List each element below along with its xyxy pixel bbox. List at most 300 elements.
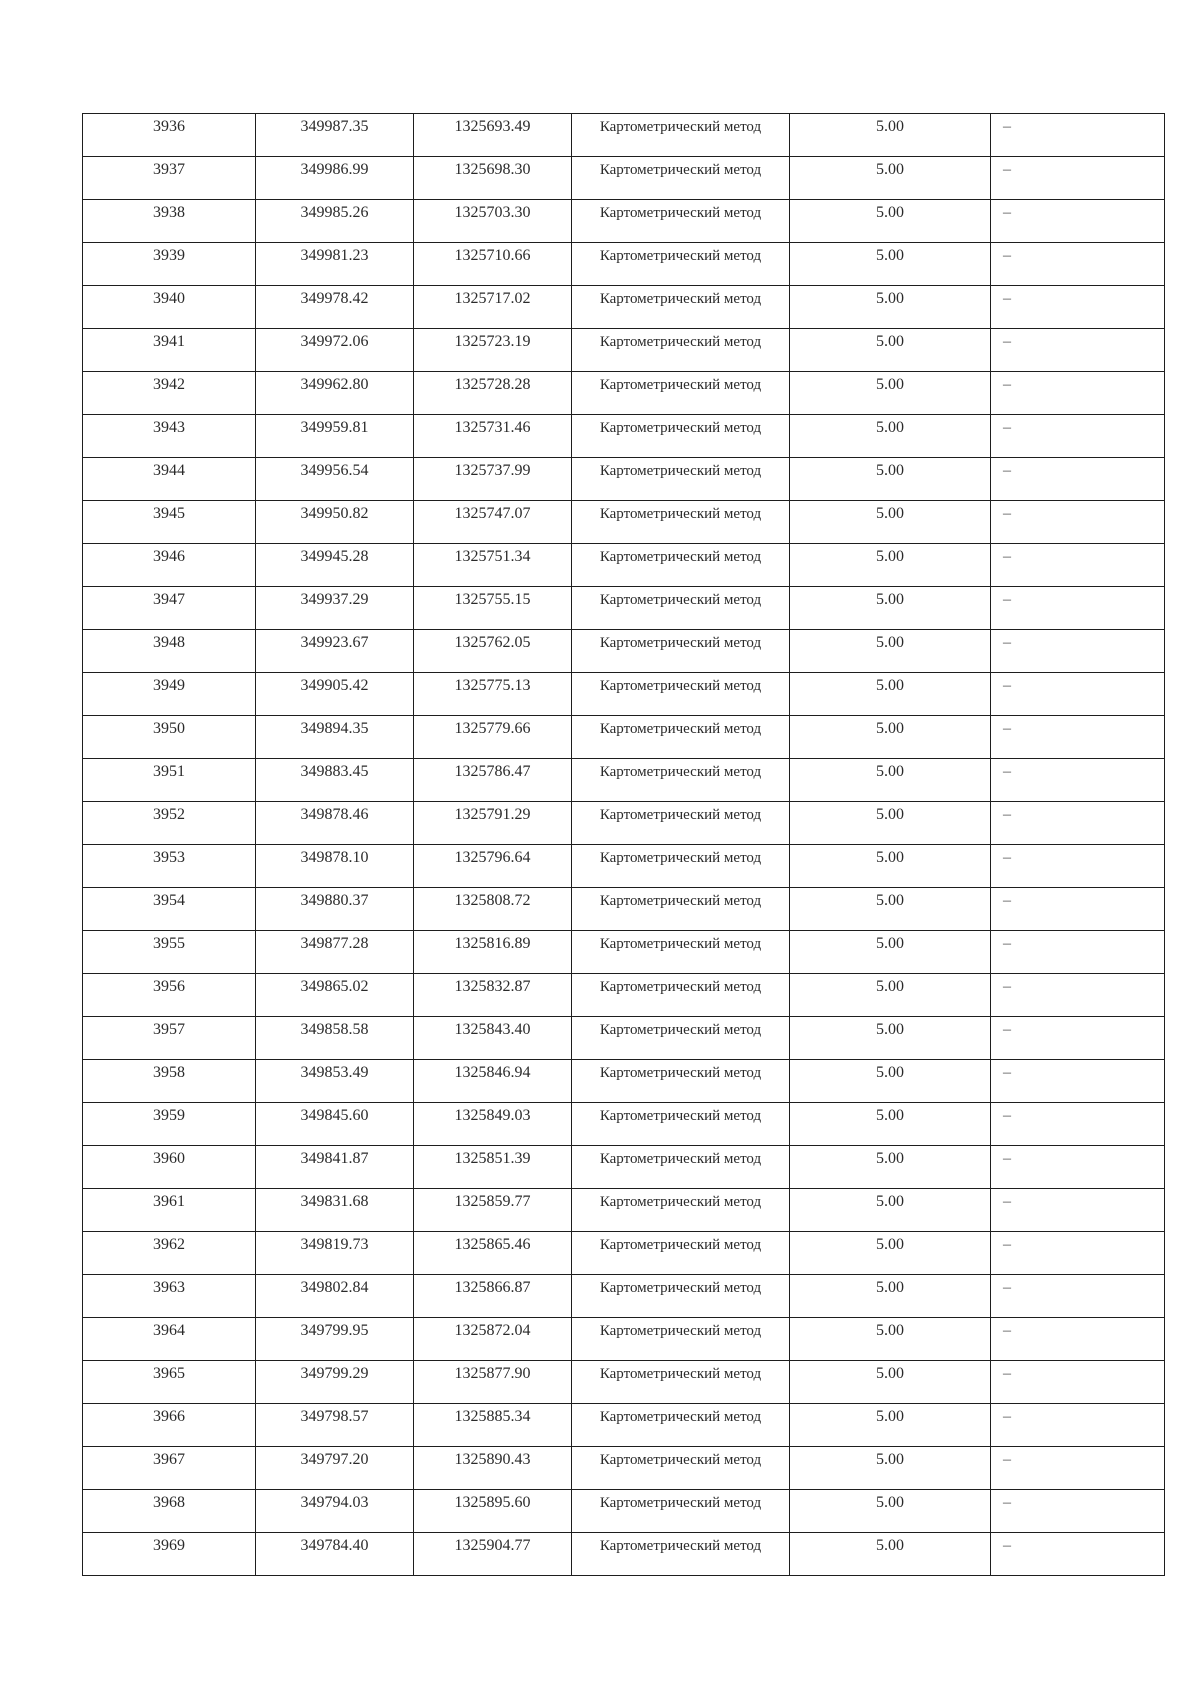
precision-cell-text: 5.00: [876, 161, 904, 178]
method-cell: [572, 1146, 790, 1189]
method-cell-text: Картометрический метод: [599, 979, 762, 995]
note-cell-text: –: [1003, 634, 1011, 651]
note-cell: [991, 501, 1165, 544]
precision-cell-text: 5.00: [876, 290, 904, 307]
method-cell-text: Картометрический метод: [599, 1538, 762, 1554]
note-cell: [991, 587, 1165, 630]
table-row: [83, 415, 1165, 458]
method-cell-text: Картометрический метод: [599, 1495, 762, 1511]
coordinate-x-cell-text: 349880.37: [300, 892, 369, 909]
coordinate-y-cell-text: 1325872.04: [454, 1322, 531, 1339]
note-cell-text: –: [1003, 806, 1011, 823]
point-number-cell: [83, 286, 256, 329]
table-row: [83, 1103, 1165, 1146]
method-cell-text: Картометрический метод: [599, 635, 762, 651]
precision-cell: [790, 1232, 991, 1275]
coordinate-x-cell: [256, 286, 414, 329]
method-cell-text: Картометрический метод: [599, 248, 762, 264]
coordinate-y-cell-text: 1325859.77: [454, 1193, 531, 1210]
coordinate-x-cell-text: 349853.49: [300, 1064, 369, 1081]
note-cell-text: –: [1003, 204, 1011, 221]
method-cell: [572, 1060, 790, 1103]
coordinate-y-cell-text: 1325723.19: [454, 333, 531, 350]
method-cell-text: Картометрический метод: [599, 1323, 762, 1339]
point-number-cell-text: 3967: [153, 1451, 185, 1468]
coordinate-x-cell: [256, 1361, 414, 1404]
point-number-cell: [83, 888, 256, 931]
coordinate-y-cell-text: 1325755.15: [454, 591, 531, 608]
method-cell-text: Картометрический метод: [599, 1452, 762, 1468]
note-cell-text: –: [1003, 505, 1011, 522]
coordinate-y-cell-text: 1325791.29: [454, 806, 531, 823]
coordinate-y-cell: [414, 329, 572, 372]
method-cell: [572, 1232, 790, 1275]
precision-cell-text: 5.00: [876, 1021, 904, 1038]
table-row: [83, 372, 1165, 415]
coordinates-table-body: [83, 114, 1165, 1576]
method-cell-text: Картометрический метод: [599, 1151, 762, 1167]
coordinate-x-cell: [256, 200, 414, 243]
coordinate-x-cell: [256, 587, 414, 630]
note-cell-text: –: [1003, 1322, 1011, 1339]
point-number-cell: [83, 845, 256, 888]
precision-cell: [790, 286, 991, 329]
method-cell-text: Картометрический метод: [599, 850, 762, 866]
method-cell-text: Картометрический метод: [599, 549, 762, 565]
coordinate-y-cell: [414, 157, 572, 200]
coordinate-x-cell-text: 349937.29: [300, 591, 369, 608]
coordinate-y-cell-text: 1325865.46: [454, 1236, 531, 1253]
coordinate-x-cell: [256, 1232, 414, 1275]
note-cell: [991, 1017, 1165, 1060]
note-cell-text: –: [1003, 161, 1011, 178]
point-number-cell-text: 3966: [153, 1408, 185, 1425]
coordinate-x-cell-text: 349799.29: [300, 1365, 369, 1382]
point-number-cell: [83, 1404, 256, 1447]
note-cell: [991, 845, 1165, 888]
method-cell: [572, 802, 790, 845]
coordinate-x-cell: [256, 157, 414, 200]
note-cell-text: –: [1003, 118, 1011, 135]
coordinate-y-cell-text: 1325751.34: [454, 548, 531, 565]
coordinate-y-cell-text: 1325786.47: [454, 763, 531, 780]
point-number-cell-text: 3949: [153, 677, 185, 694]
precision-cell: [790, 1318, 991, 1361]
note-cell-text: –: [1003, 1408, 1011, 1425]
coordinate-y-cell: [414, 974, 572, 1017]
coordinate-x-cell-text: 349794.03: [300, 1494, 369, 1511]
coordinate-y-cell-text: 1325866.87: [454, 1279, 531, 1296]
table-row: [83, 716, 1165, 759]
table-row: [83, 759, 1165, 802]
precision-cell-text: 5.00: [876, 1494, 904, 1511]
precision-cell-text: 5.00: [876, 1193, 904, 1210]
note-cell-text: –: [1003, 978, 1011, 995]
precision-cell-text: 5.00: [876, 505, 904, 522]
method-cell-text: Картометрический метод: [599, 1108, 762, 1124]
coordinate-y-cell: [414, 587, 572, 630]
coordinate-y-cell-text: 1325717.02: [454, 290, 531, 307]
table-row: [83, 1232, 1165, 1275]
coordinate-x-cell-text: 349950.82: [300, 505, 369, 522]
point-number-cell-text: 3936: [153, 118, 185, 135]
point-number-cell-text: 3945: [153, 505, 185, 522]
point-number-cell: [83, 1189, 256, 1232]
note-cell-text: –: [1003, 548, 1011, 565]
note-cell-text: –: [1003, 462, 1011, 479]
note-cell: [991, 630, 1165, 673]
method-cell-text: Картометрический метод: [599, 334, 762, 350]
note-cell: [991, 114, 1165, 157]
point-number-cell: [83, 802, 256, 845]
coordinate-x-cell-text: 349959.81: [300, 419, 369, 436]
coordinate-x-cell-text: 349878.10: [300, 849, 369, 866]
note-cell-text: –: [1003, 720, 1011, 737]
note-cell-text: –: [1003, 1537, 1011, 1554]
coordinate-x-cell-text: 349981.23: [300, 247, 369, 264]
precision-cell: [790, 1017, 991, 1060]
coordinate-y-cell-text: 1325851.39: [454, 1150, 531, 1167]
point-number-cell-text: 3937: [153, 161, 185, 178]
coordinate-x-cell-text: 349858.58: [300, 1021, 369, 1038]
precision-cell-text: 5.00: [876, 118, 904, 135]
coordinate-x-cell: [256, 1060, 414, 1103]
precision-cell: [790, 544, 991, 587]
point-number-cell-text: 3963: [153, 1279, 185, 1296]
method-cell: [572, 286, 790, 329]
table-row: [83, 1146, 1165, 1189]
point-number-cell: [83, 630, 256, 673]
point-number-cell-text: 3951: [153, 763, 185, 780]
precision-cell-text: 5.00: [876, 978, 904, 995]
note-cell: [991, 1447, 1165, 1490]
coordinate-x-cell: [256, 1404, 414, 1447]
note-cell-text: –: [1003, 290, 1011, 307]
note-cell: [991, 415, 1165, 458]
coordinate-y-cell: [414, 759, 572, 802]
point-number-cell: [83, 1490, 256, 1533]
note-cell-text: –: [1003, 1365, 1011, 1382]
coordinate-x-cell: [256, 415, 414, 458]
point-number-cell: [83, 1017, 256, 1060]
coordinate-y-cell-text: 1325808.72: [454, 892, 531, 909]
note-cell-text: –: [1003, 333, 1011, 350]
coordinate-x-cell-text: 349819.73: [300, 1236, 369, 1253]
method-cell: [572, 630, 790, 673]
precision-cell: [790, 1404, 991, 1447]
method-cell: [572, 415, 790, 458]
note-cell-text: –: [1003, 1236, 1011, 1253]
method-cell: [572, 1490, 790, 1533]
note-cell: [991, 329, 1165, 372]
point-number-cell-text: 3946: [153, 548, 185, 565]
method-cell: [572, 716, 790, 759]
method-cell-text: Картометрический метод: [599, 463, 762, 479]
coordinate-x-cell: [256, 1490, 414, 1533]
coordinate-y-cell: [414, 1318, 572, 1361]
method-cell: [572, 243, 790, 286]
table-row: [83, 544, 1165, 587]
table-row: [83, 286, 1165, 329]
note-cell-text: –: [1003, 247, 1011, 264]
coordinate-x-cell: [256, 716, 414, 759]
precision-cell: [790, 1490, 991, 1533]
coordinate-x-cell: [256, 673, 414, 716]
coordinate-x-cell-text: 349978.42: [300, 290, 369, 307]
coordinate-y-cell-text: 1325904.77: [454, 1537, 531, 1554]
table-row: [83, 1318, 1165, 1361]
coordinate-y-cell-text: 1325698.30: [454, 161, 531, 178]
method-cell-text: Картометрический метод: [599, 721, 762, 737]
coordinate-y-cell: [414, 673, 572, 716]
point-number-cell-text: 3938: [153, 204, 185, 221]
method-cell-text: Картометрический метод: [599, 205, 762, 221]
table-row: [83, 1490, 1165, 1533]
method-cell-text: Картометрический метод: [599, 1194, 762, 1210]
coordinate-y-cell: [414, 630, 572, 673]
precision-cell: [790, 630, 991, 673]
precision-cell: [790, 329, 991, 372]
method-cell: [572, 587, 790, 630]
method-cell-text: Картометрический метод: [599, 1366, 762, 1382]
point-number-cell: [83, 372, 256, 415]
coordinate-x-cell: [256, 1533, 414, 1576]
precision-cell-text: 5.00: [876, 1107, 904, 1124]
note-cell-text: –: [1003, 935, 1011, 952]
table-row: [83, 1447, 1165, 1490]
method-cell-text: Картометрический метод: [599, 807, 762, 823]
precision-cell: [790, 372, 991, 415]
method-cell: [572, 1017, 790, 1060]
note-cell: [991, 1361, 1165, 1404]
precision-cell: [790, 1146, 991, 1189]
table-row: [83, 1017, 1165, 1060]
method-cell: [572, 759, 790, 802]
method-cell: [572, 458, 790, 501]
table-row: [83, 1060, 1165, 1103]
point-number-cell-text: 3954: [153, 892, 185, 909]
coordinate-y-cell: [414, 415, 572, 458]
note-cell-text: –: [1003, 419, 1011, 436]
precision-cell: [790, 931, 991, 974]
coordinate-x-cell: [256, 1447, 414, 1490]
point-number-cell-text: 3948: [153, 634, 185, 651]
coordinate-y-cell-text: 1325832.87: [454, 978, 531, 995]
coordinate-y-cell-text: 1325779.66: [454, 720, 531, 737]
precision-cell: [790, 673, 991, 716]
point-number-cell-text: 3943: [153, 419, 185, 436]
point-number-cell: [83, 716, 256, 759]
precision-cell-text: 5.00: [876, 763, 904, 780]
coordinate-y-cell-text: 1325693.49: [454, 118, 531, 135]
precision-cell: [790, 1103, 991, 1146]
coordinate-y-cell-text: 1325846.94: [454, 1064, 531, 1081]
precision-cell: [790, 458, 991, 501]
coordinate-y-cell: [414, 458, 572, 501]
note-cell-text: –: [1003, 1150, 1011, 1167]
note-cell: [991, 372, 1165, 415]
coordinate-x-cell: [256, 243, 414, 286]
point-number-cell: [83, 329, 256, 372]
note-cell-text: –: [1003, 892, 1011, 909]
coordinate-x-cell-text: 349797.20: [300, 1451, 369, 1468]
precision-cell: [790, 200, 991, 243]
table-row: [83, 114, 1165, 157]
point-number-cell-text: 3942: [153, 376, 185, 393]
method-cell-text: Картометрический метод: [599, 162, 762, 178]
note-cell-text: –: [1003, 1494, 1011, 1511]
point-number-cell: [83, 1533, 256, 1576]
precision-cell: [790, 845, 991, 888]
precision-cell-text: 5.00: [876, 677, 904, 694]
table-row: [83, 587, 1165, 630]
note-cell: [991, 974, 1165, 1017]
precision-cell: [790, 974, 991, 1017]
point-number-cell-text: 3968: [153, 1494, 185, 1511]
method-cell: [572, 1404, 790, 1447]
method-cell-text: Картометрический метод: [599, 1065, 762, 1081]
precision-cell-text: 5.00: [876, 462, 904, 479]
precision-cell-text: 5.00: [876, 1279, 904, 1296]
point-number-cell: [83, 1146, 256, 1189]
point-number-cell-text: 3959: [153, 1107, 185, 1124]
coordinate-x-cell: [256, 1189, 414, 1232]
point-number-cell: [83, 1447, 256, 1490]
note-cell: [991, 1232, 1165, 1275]
point-number-cell-text: 3964: [153, 1322, 185, 1339]
coordinate-x-cell-text: 349802.84: [300, 1279, 369, 1296]
coordinates-table: [82, 113, 1165, 1576]
note-cell: [991, 802, 1165, 845]
coordinate-x-cell-text: 349905.42: [300, 677, 369, 694]
coordinate-x-cell: [256, 1017, 414, 1060]
coordinate-x-cell: [256, 544, 414, 587]
method-cell-text: Картометрический метод: [599, 678, 762, 694]
precision-cell-text: 5.00: [876, 935, 904, 952]
precision-cell-text: 5.00: [876, 333, 904, 350]
note-cell: [991, 1275, 1165, 1318]
table-row: [83, 931, 1165, 974]
method-cell: [572, 1361, 790, 1404]
coordinate-y-cell-text: 1325762.05: [454, 634, 531, 651]
method-cell: [572, 931, 790, 974]
note-cell-text: –: [1003, 1451, 1011, 1468]
point-number-cell-text: 3940: [153, 290, 185, 307]
coordinate-x-cell-text: 349883.45: [300, 763, 369, 780]
table-row: [83, 200, 1165, 243]
precision-cell: [790, 157, 991, 200]
note-cell-text: –: [1003, 1064, 1011, 1081]
coordinate-x-cell: [256, 931, 414, 974]
point-number-cell: [83, 243, 256, 286]
note-cell: [991, 1490, 1165, 1533]
method-cell-text: Картометрический метод: [599, 506, 762, 522]
coordinate-x-cell-text: 349945.28: [300, 548, 369, 565]
precision-cell: [790, 1361, 991, 1404]
coordinate-y-cell: [414, 1275, 572, 1318]
coordinate-y-cell: [414, 1060, 572, 1103]
coordinate-y-cell-text: 1325731.46: [454, 419, 531, 436]
coordinate-y-cell-text: 1325843.40: [454, 1021, 531, 1038]
table-row: [83, 157, 1165, 200]
point-number-cell: [83, 114, 256, 157]
coordinate-x-cell: [256, 845, 414, 888]
coordinate-y-cell: [414, 1103, 572, 1146]
method-cell-text: Картометрический метод: [599, 119, 762, 135]
note-cell-text: –: [1003, 591, 1011, 608]
coordinate-y-cell: [414, 1447, 572, 1490]
note-cell: [991, 1533, 1165, 1576]
point-number-cell: [83, 1232, 256, 1275]
method-cell-text: Картометрический метод: [599, 936, 762, 952]
method-cell: [572, 1275, 790, 1318]
precision-cell-text: 5.00: [876, 634, 904, 651]
note-cell: [991, 1404, 1165, 1447]
coordinate-y-cell-text: 1325775.13: [454, 677, 531, 694]
coordinate-x-cell: [256, 114, 414, 157]
coordinate-x-cell: [256, 501, 414, 544]
coordinate-y-cell-text: 1325816.89: [454, 935, 531, 952]
coordinate-y-cell-text: 1325710.66: [454, 247, 531, 264]
coordinate-x-cell: [256, 630, 414, 673]
coordinate-y-cell: [414, 1189, 572, 1232]
precision-cell-text: 5.00: [876, 247, 904, 264]
note-cell: [991, 1060, 1165, 1103]
note-cell: [991, 544, 1165, 587]
precision-cell: [790, 114, 991, 157]
method-cell: [572, 501, 790, 544]
table-row: [83, 673, 1165, 716]
coordinate-x-cell: [256, 888, 414, 931]
table-row: [83, 458, 1165, 501]
table-row: [83, 630, 1165, 673]
point-number-cell-text: 3962: [153, 1236, 185, 1253]
note-cell: [991, 1146, 1165, 1189]
precision-cell: [790, 587, 991, 630]
coordinate-y-cell: [414, 888, 572, 931]
point-number-cell: [83, 200, 256, 243]
coordinate-y-cell: [414, 114, 572, 157]
method-cell-text: Картометрический метод: [599, 764, 762, 780]
precision-cell-text: 5.00: [876, 806, 904, 823]
method-cell-text: Картометрический метод: [599, 592, 762, 608]
coordinate-x-cell-text: 349962.80: [300, 376, 369, 393]
coordinate-x-cell: [256, 759, 414, 802]
table-row: [83, 329, 1165, 372]
note-cell: [991, 888, 1165, 931]
coordinate-x-cell-text: 349923.67: [300, 634, 369, 651]
coordinate-x-cell-text: 349987.35: [300, 118, 369, 135]
method-cell: [572, 888, 790, 931]
method-cell: [572, 1103, 790, 1146]
coordinate-x-cell: [256, 974, 414, 1017]
precision-cell: [790, 759, 991, 802]
point-number-cell-text: 3955: [153, 935, 185, 952]
note-cell: [991, 286, 1165, 329]
precision-cell-text: 5.00: [876, 720, 904, 737]
precision-cell: [790, 501, 991, 544]
table-row: [83, 1404, 1165, 1447]
coordinate-y-cell: [414, 372, 572, 415]
precision-cell-text: 5.00: [876, 1408, 904, 1425]
coordinate-y-cell-text: 1325877.90: [454, 1365, 531, 1382]
precision-cell-text: 5.00: [876, 892, 904, 909]
coordinate-x-cell: [256, 1103, 414, 1146]
note-cell: [991, 200, 1165, 243]
coordinate-y-cell: [414, 845, 572, 888]
note-cell-text: –: [1003, 1193, 1011, 1210]
coordinate-x-cell-text: 349799.95: [300, 1322, 369, 1339]
